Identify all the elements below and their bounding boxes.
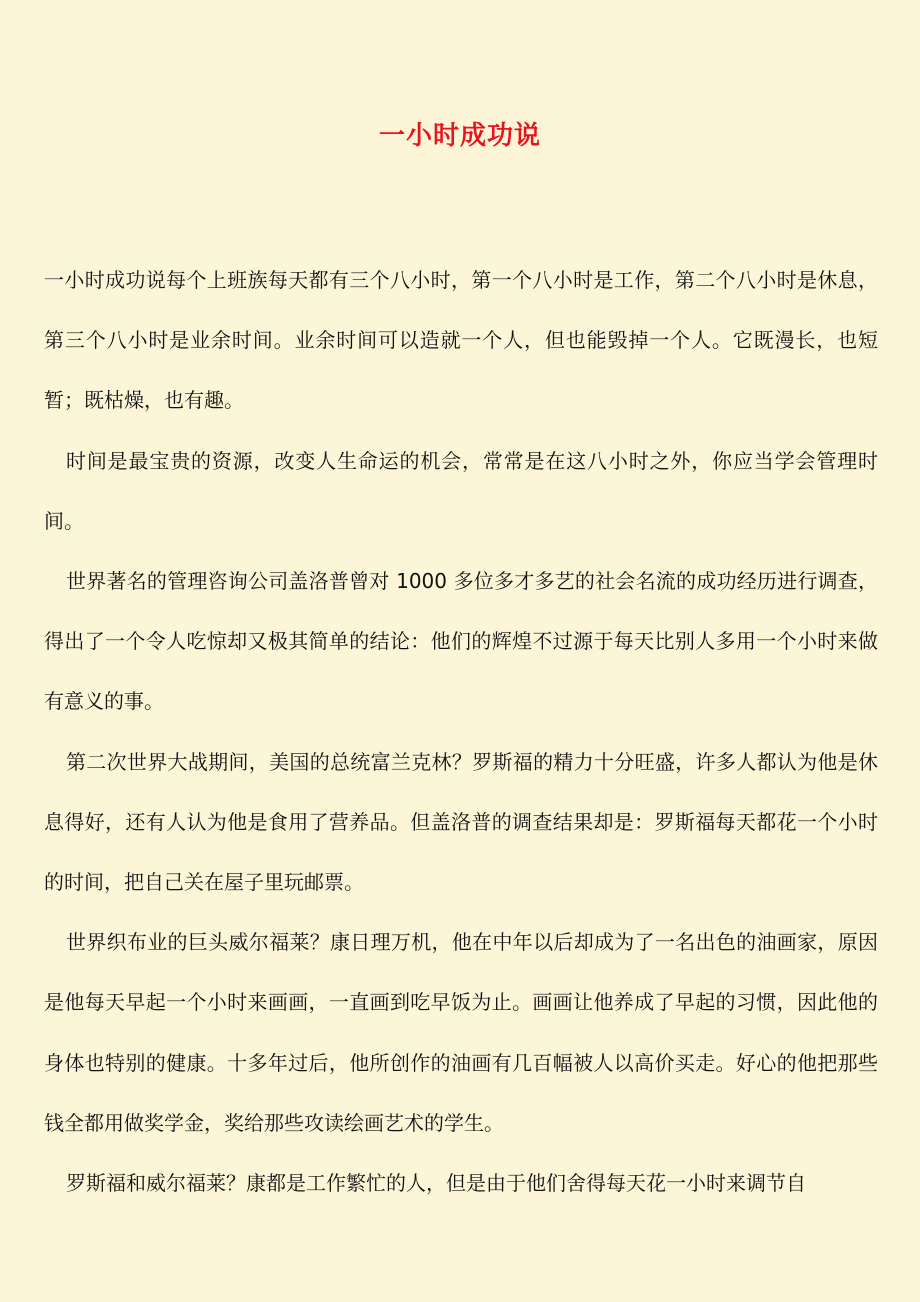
- paragraph-roosevelt: 第二次世界大战期间，美国的总统富兰克林？罗斯福的精力十分旺盛，许多人都认为他是休息得好，还有人认为他是食用了营养品。但盖洛普的调查结果却是：罗斯福每天都花一个小时的时间，把自己关在屋子里玩邮票。: [44, 749, 878, 895]
- paragraph-time-resource: 时间是最宝贵的资源，改变人生命运的机会，常常是在这八小时之外，你应当学会管理时间。: [44, 448, 878, 533]
- paragraph-gallup-survey: 世界著名的管理咨询公司盖洛普曾对 1000 多位多才多艺的社会名流的成功经历进行调查，得出了一个令人吃惊却又极其简单的结论：他们的辉煌不过源于每天比别人多用一个小时来做有意义的事。: [44, 569, 878, 714]
- paragraph-intro: 一小时成功说每个上班族每天都有三个八小时，第一个八小时是工作，第二个八小时是休息，第三个八小时是业余时间。业余时间可以造就一个人，但也能毁掉一个人。它既漫长，也短暂；既枯燥，也有趣。: [44, 268, 878, 413]
- document-body: [44, 250, 878, 1213]
- document-title: 一小时成功说: [378, 121, 541, 151]
- paragraph-conclusion: 罗斯福和威尔福莱？康都是工作繁忙的人，但是由于他们舍得每天花一小时来调节自: [66, 1171, 806, 1196]
- paragraph-wilfred-conn: 世界织布业的巨头威尔福莱？康日理万机，他在中年以后却成为了一名出色的油画家，原因是他每天早起一个小时来画画，一直画到吃早饭为止。画画让他养成了早起的习惯，因此他的身体也特别的健康。十多年过后，他所创作的油画有几百幅被人以高价买走。好心的他把那些钱全都用做奖学金，奖给那些攻读绘画艺术的学生。: [44, 930, 878, 1135]
